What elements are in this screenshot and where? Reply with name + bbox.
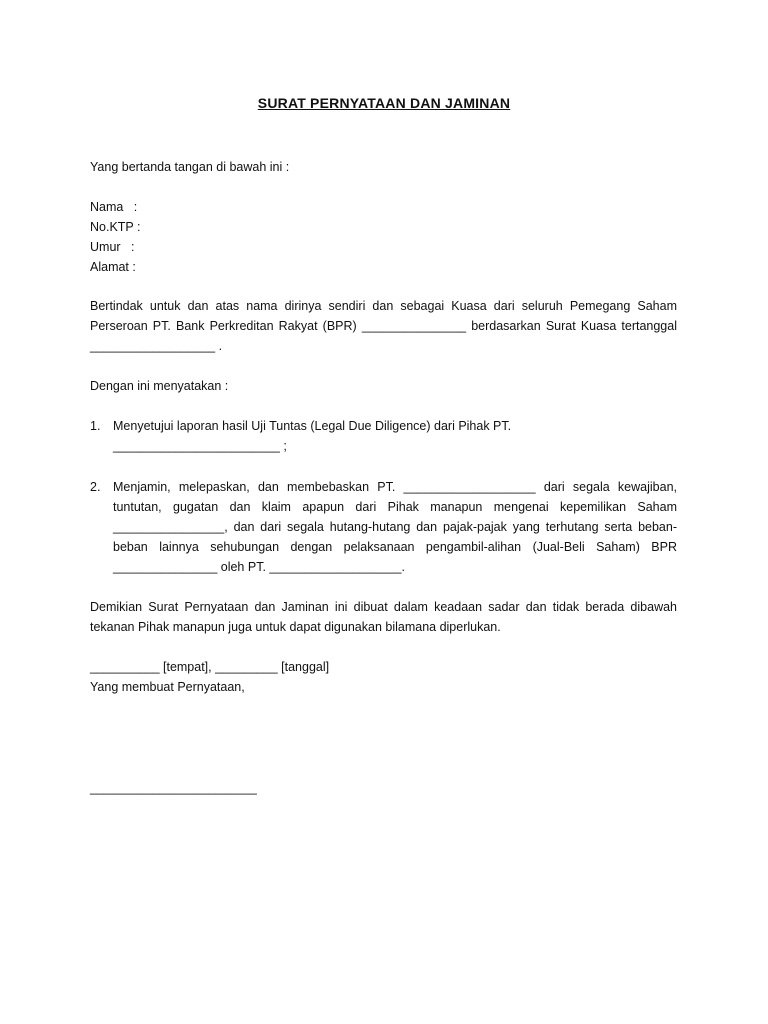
closing-line-2: tekanan Pihak manapun juga untuk dapat digunakan bilamana diperlukan. xyxy=(90,620,501,634)
declaration-heading: Dengan ini menyatakan : xyxy=(90,379,229,393)
item-2-line-3: ________________, dan dari segala hutang-hutang dan pajak-pajak yang terhutang serta beban- xyxy=(113,520,677,534)
paragraph-authority-line-2: Perseroan PT. Bank Perkreditan Rakyat (BPR) _______________ berdasarkan Surat Kuasa tertanggal xyxy=(90,319,677,333)
closing-line-1: Demikian Surat Pernyataan dan Jaminan ini dibuat dalam keadaan sadar dan tidak berada dibawah xyxy=(90,600,677,614)
item-2-line-4: beban lainnya sehubungan dengan pelaksanaan pengambil-alihan (Jual-Beli Saham) BPR xyxy=(113,540,677,554)
item-2-line-2: tuntutan, gugatan dan klaim apapun dari Pihak manapun mengenai kepemilikan Saham xyxy=(113,500,677,514)
signature-line: ________________________ xyxy=(90,781,257,795)
item-2-number: 2. xyxy=(90,480,101,494)
field-ktp xyxy=(90,217,140,237)
document-title: SURAT PERNYATAAN DAN JAMINAN xyxy=(257,95,511,111)
field-nama xyxy=(90,197,137,217)
paragraph-authority xyxy=(90,296,677,356)
item-1-line-2: ________________________ ; xyxy=(113,439,287,453)
item-1-text xyxy=(113,416,677,456)
intro-text: Yang bertanda tangan di bawah ini : xyxy=(90,160,290,174)
field-alamat-label: Alamat : xyxy=(90,260,136,274)
field-umur-label: Umur : xyxy=(90,240,135,254)
paragraph-authority-line-1: Bertindak untuk dan atas nama dirinya sendiri dan sebagai Kuasa dari seluruh Pemegang Saham xyxy=(90,299,677,313)
field-umur xyxy=(90,237,134,257)
field-ktp-label: No.KTP : xyxy=(90,220,141,234)
paragraph-authority-line-3: __________________ . xyxy=(90,339,223,353)
place-date-line: __________ [tempat], _________ [tanggal] xyxy=(90,660,330,674)
closing-paragraph xyxy=(90,597,677,637)
signer-label: Yang membuat Pernyataan, xyxy=(90,680,245,694)
item-2-line-1: Menjamin, melepaskan, dan membebaskan PT. ___________________ dari segala kewajiban, xyxy=(113,480,677,494)
field-nama-label: Nama : xyxy=(90,200,138,214)
item-1-number: 1. xyxy=(90,419,101,433)
field-alamat xyxy=(90,257,136,277)
item-1-line-1: Menyetujui laporan hasil Uji Tuntas (Legal Due Diligence) dari Pihak PT. xyxy=(113,419,512,433)
item-2-text xyxy=(113,477,677,577)
item-2-line-5: _______________ oleh PT. ___________________. xyxy=(113,560,405,574)
